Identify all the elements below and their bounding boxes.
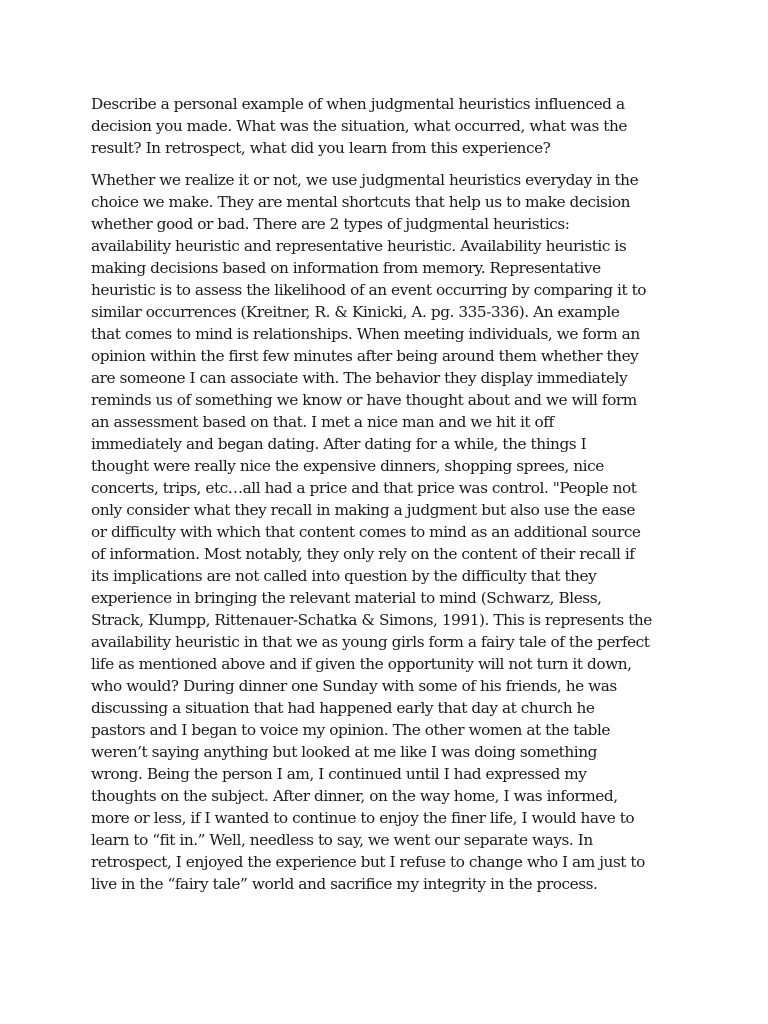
body-line: live in the “fairy tale” world and sacrifice my integrity in the process. [91, 875, 598, 893]
body-line: heuristic is to assess the likelihood of an event occurring by comparing it to [91, 281, 647, 299]
body-line: only consider what they recall in making a judgment but also use the ease [91, 501, 636, 519]
body-line: wrong. Being the person I am, I continued until I had expressed my [91, 765, 587, 783]
body-line: pastors and I began to voice my opinion. The other women at the table [91, 721, 611, 739]
body-line: life as mentioned above and if given the opportunity will not turn it down, [91, 655, 632, 673]
prompt-line: result? In retrospect, what did you learn from this experience? [91, 139, 551, 157]
body-line: discussing a situation that had happened early that day at church he [91, 699, 595, 717]
body-line: are someone I can associate with. The behavior they display immediately [91, 369, 628, 387]
body-line: availability heuristic in that we as young girls form a fairy tale of the perfect [91, 633, 650, 651]
body-line: Strack, Klumpp, Rittenauer-Schatka & Simons, 1991). This is represents the [91, 611, 652, 629]
body-line: whether good or bad. There are 2 types of judgmental heuristics: [91, 215, 570, 233]
body-line: of information. Most notably, they only rely on the content of their recall if [91, 545, 635, 563]
body-line: similar occurrences (Kreitner, R. & Kinicki, A. pg. 335-336). An example [91, 303, 620, 321]
body-line: its implications are not called into question by the difficulty that they [91, 567, 597, 585]
prompt-line: decision you made. What was the situation, what occurred, what was the [91, 117, 627, 135]
body-line: making decisions based on information from memory. Representative [91, 259, 601, 277]
body-line: Whether we realize it or not, we use judgmental heuristics everyday in the [91, 171, 639, 189]
body-line: choice we make. They are mental shortcuts that help us to make decision [91, 193, 631, 211]
body-line: or difficulty with which that content comes to mind as an additional source [91, 523, 641, 541]
prompt-line: Describe a personal example of when judgmental heuristics influenced a [91, 95, 625, 113]
body-line: weren’t saying anything but looked at me like I was doing something [91, 743, 597, 761]
body-line: reminds us of something we know or have thought about and we will form [91, 391, 637, 409]
body-line: that comes to mind is relationships. When meeting individuals, we form an [91, 325, 640, 343]
body-line: who would? During dinner one Sunday with some of his friends, he was [91, 677, 617, 695]
body-line: concerts, trips, etc…all had a price and that price was control. "People not [91, 479, 637, 497]
body-line: immediately and began dating. After dating for a while, the things I [91, 435, 587, 453]
body-line: an assessment based on that. I met a nice man and we hit it off [91, 413, 554, 431]
body-line: availability heuristic and representative heuristic. Availability heuristic is [91, 237, 627, 255]
body-line: opinion within the first few minutes after being around them whether they [91, 347, 639, 365]
body-line: learn to “fit in.” Well, needless to say, we went our separate ways. In [91, 831, 593, 849]
body-line: more or less, if I wanted to continue to enjoy the finer life, I would have to [91, 809, 635, 827]
body-line: thoughts on the subject. After dinner, on the way home, I was informed, [91, 787, 618, 805]
body-line: thought were really nice the expensive dinners, shopping sprees, nice [91, 457, 604, 475]
body-line: experience in bringing the relevant material to mind (Schwarz, Bless, [91, 589, 602, 607]
body-line: retrospect, I enjoyed the experience but I refuse to change who I am just to [91, 853, 645, 871]
